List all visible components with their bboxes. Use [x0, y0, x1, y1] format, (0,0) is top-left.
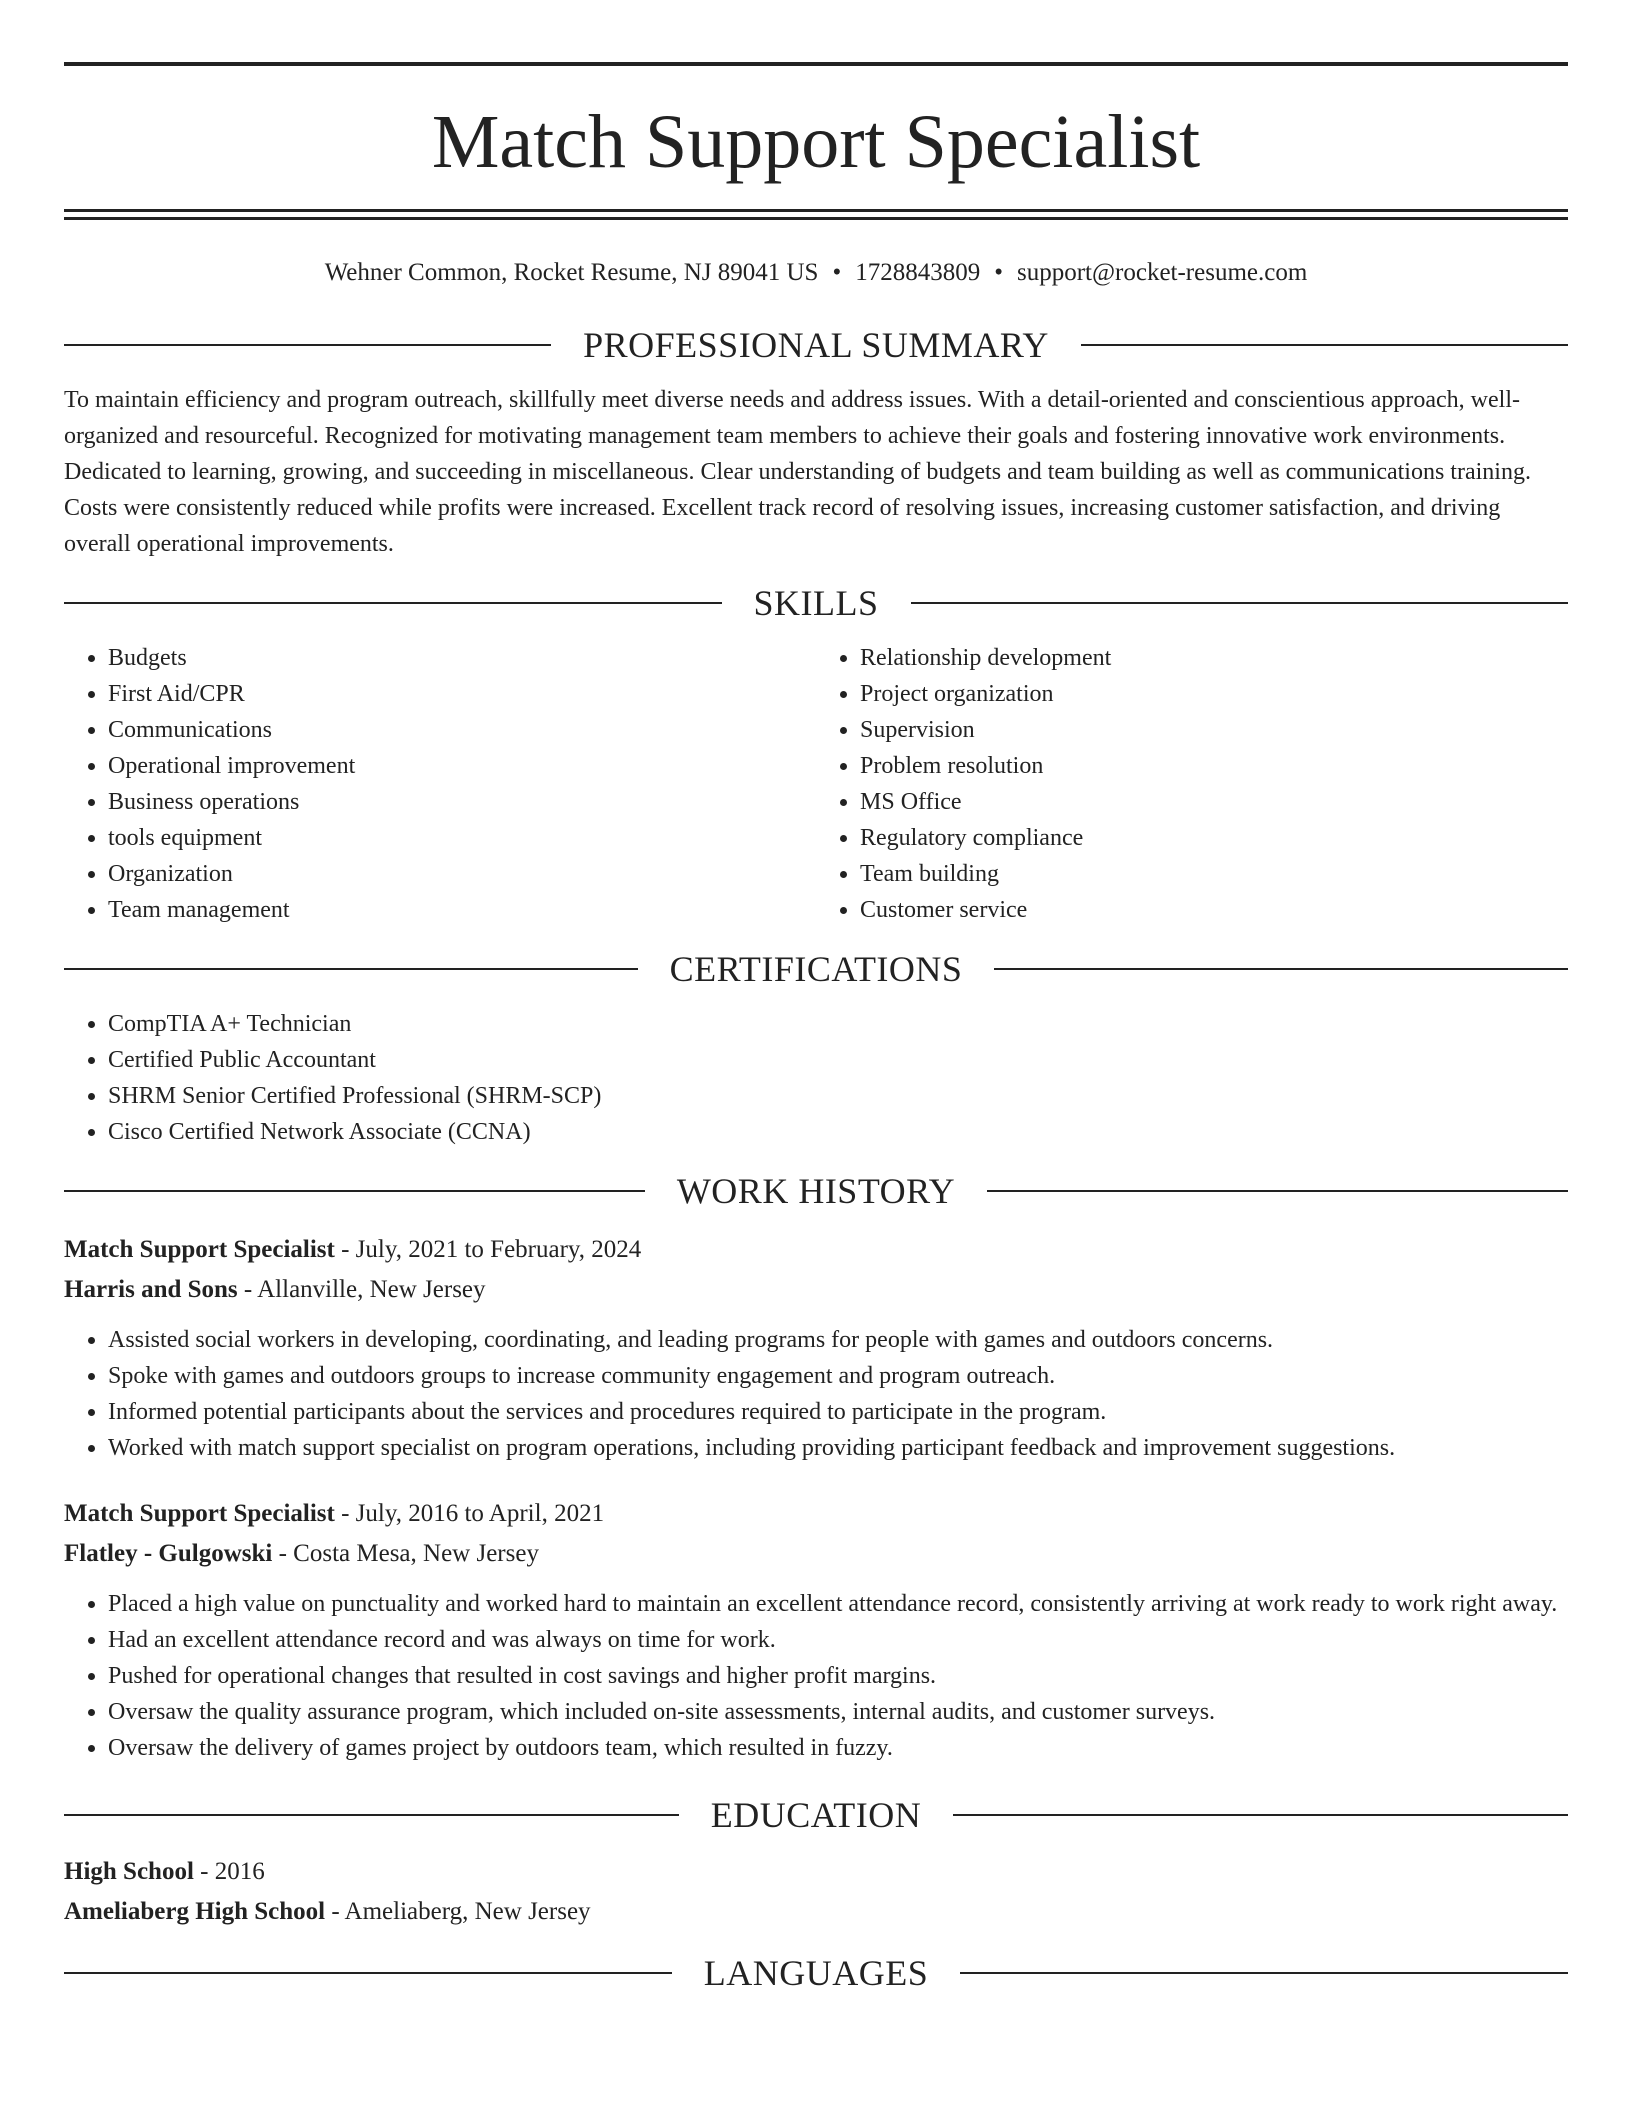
list-item: • tools equipment — [108, 820, 816, 856]
education-year: - 2016 — [193, 1858, 265, 1885]
section-heading-skills — [64, 580, 1568, 626]
phone: 1728843809 — [855, 259, 981, 286]
list-item: • Oversaw the delivery of games project by outdoors team, which resulted in fuzzy. — [108, 1730, 1568, 1766]
section-title: PROFESSIONAL SUMMARY — [583, 325, 1049, 365]
list-item: • CompTIA A+ Technician — [108, 1006, 1568, 1042]
job-dates: - July, 2021 to February, 2024 — [334, 1236, 642, 1263]
address: Wehner Common, Rocket Resume, NJ 89041 US — [324, 259, 819, 286]
education-degree-line — [64, 1852, 1568, 1892]
divider-line — [987, 1190, 1568, 1192]
list-item: • Business operations — [108, 784, 816, 820]
list-item: • Spoke with games and outdoors groups to increase community engagement and program outreach. — [108, 1358, 1568, 1394]
list-item: • Worked with match support specialist on program operations, including providing participant feedback and improvement suggestions. — [108, 1430, 1568, 1466]
certifications-list — [64, 1006, 1568, 1150]
divider-line — [64, 344, 551, 346]
education-entry — [64, 1852, 1568, 1932]
divider-line — [64, 968, 638, 970]
list-item: • Customer service — [860, 892, 1568, 928]
section-title: LANGUAGES — [703, 1953, 929, 1993]
list-item: • Cisco Certified Network Associate (CCNA) — [108, 1114, 1568, 1150]
list-item: • Relationship development — [860, 640, 1568, 676]
list-item: • First Aid/CPR — [108, 676, 816, 712]
job-location: - Costa Mesa, New Jersey — [272, 1540, 539, 1567]
list-item: • Organization — [108, 856, 816, 892]
list-item: • Oversaw the quality assurance program, which included on-site assessments, internal audits, and customer surveys. — [108, 1694, 1568, 1730]
list-item: • Supervision — [860, 712, 1568, 748]
list-item: • Informed potential participants about the services and procedures required to participate in the program. — [108, 1394, 1568, 1430]
job-location: - Allanville, New Jersey — [237, 1276, 486, 1303]
section-heading-summary — [64, 322, 1568, 368]
list-item: • Problem resolution — [860, 748, 1568, 784]
list-item: • Team building — [860, 856, 1568, 892]
list-item: • Certified Public Accountant — [108, 1042, 1568, 1078]
contact-line — [64, 258, 1568, 288]
divider-line — [953, 1814, 1568, 1816]
education-school: Ameliaberg High School — [64, 1898, 326, 1925]
divider-line — [64, 602, 722, 604]
skills-list-right — [816, 640, 1568, 928]
section-heading-education — [64, 1792, 1568, 1838]
separator: • — [994, 259, 1003, 286]
job-dates: - July, 2016 to April, 2021 — [334, 1500, 605, 1527]
education-school-line — [64, 1892, 1568, 1932]
list-item: • Placed a high value on punctuality and worked hard to maintain an excellent attendance record, consistently arriving at work ready to work right away. — [108, 1586, 1568, 1622]
list-item: • Regulatory compliance — [860, 820, 1568, 856]
work-entry — [64, 1230, 1568, 1466]
list-item: • Project organization — [860, 676, 1568, 712]
job-title-line — [64, 1494, 1568, 1534]
divider-line — [64, 1814, 679, 1816]
list-item: • Operational improvement — [108, 748, 816, 784]
divider-line — [994, 968, 1568, 970]
list-item: • Assisted social workers in developing, coordinating, and leading programs for people with games and outdoors concerns. — [108, 1322, 1568, 1358]
section-heading-certifications — [64, 946, 1568, 992]
email: support@rocket-resume.com — [1017, 259, 1308, 286]
job-bullets — [64, 1586, 1568, 1766]
section-title: CERTIFICATIONS — [669, 949, 963, 989]
list-item: • Team management — [108, 892, 816, 928]
summary-text: To maintain efficiency and program outreach, skillfully meet diverse needs and address issues. With a detail-oriented and conscientious approach, well-organized and resourceful. Recognized for motivating management team members to achieve their goals and fostering innovative work environments. Dedicated to learning, growing, and succeeding in miscellaneous. Clear understanding of budgets and team building as well as communications training. Costs were consistently reduced while profits were increased. Excellent track record of resolving issues, increasing customer satisfaction, and driving overall operational improvements. — [64, 387, 1531, 557]
divider-line — [960, 1972, 1568, 1974]
list-item: • SHRM Senior Certified Professional (SHRM-SCP) — [108, 1078, 1568, 1114]
list-item: • Pushed for operational changes that resulted in cost savings and higher profit margins. — [108, 1658, 1568, 1694]
divider-line — [911, 602, 1569, 604]
work-entry — [64, 1494, 1568, 1766]
section-title: WORK HISTORY — [676, 1171, 956, 1211]
job-company-line — [64, 1534, 1568, 1574]
education-degree: High School — [64, 1858, 194, 1885]
education-location: - Ameliaberg, New Jersey — [325, 1898, 591, 1925]
double-rule — [64, 209, 1568, 220]
resume-name: Match Support Specialist — [431, 100, 1201, 184]
skills-list-left — [64, 640, 816, 928]
section-heading-work — [64, 1168, 1568, 1214]
divider-line — [1081, 344, 1568, 346]
divider-line — [64, 1190, 645, 1192]
list-item: • Communications — [108, 712, 816, 748]
divider-line — [64, 1972, 672, 1974]
section-title: SKILLS — [753, 583, 879, 623]
work-history — [64, 1230, 1568, 1766]
job-bullets — [64, 1322, 1568, 1466]
top-rule — [64, 62, 1568, 66]
job-title: Match Support Specialist — [64, 1500, 335, 1527]
list-item: • Had an excellent attendance record and was always on time for work. — [108, 1622, 1568, 1658]
job-title: Match Support Specialist — [64, 1236, 335, 1263]
list-item: • MS Office — [860, 784, 1568, 820]
section-title: EDUCATION — [710, 1795, 922, 1835]
job-company: Flatley - Gulgowski — [64, 1540, 273, 1567]
job-title-line — [64, 1230, 1568, 1270]
separator: • — [832, 259, 842, 286]
job-company: Harris and Sons — [64, 1276, 238, 1303]
skills-grid — [64, 626, 1568, 928]
list-item: • Budgets — [108, 640, 816, 676]
section-heading-languages — [64, 1950, 1568, 1996]
job-company-line — [64, 1270, 1568, 1310]
